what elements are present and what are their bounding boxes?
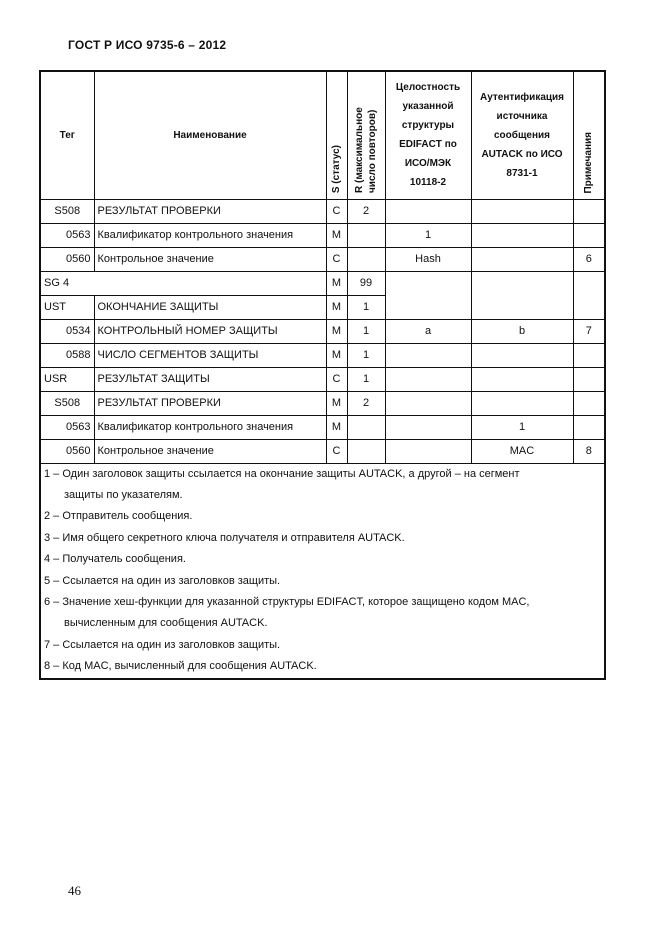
cell-note [573, 391, 605, 415]
table-row [40, 271, 605, 295]
footnote-text: 4 – Получатель сообщения. [44, 553, 186, 566]
page-number: 46 [68, 883, 81, 898]
cell-tag: 0563 [40, 223, 94, 247]
cell-repeat: 2 [347, 391, 385, 415]
header-integrity: Целостность указанной структуры EDIFACT по ИСО/МЭК 10118-2 [385, 71, 471, 199]
table-row [40, 223, 605, 247]
cell-status: M [326, 295, 347, 319]
table-row [40, 367, 605, 391]
cell-repeat [347, 439, 385, 463]
table-row [40, 343, 605, 367]
footnote-text: 6 – Значение хеш-функции для указанной структуры EDIFACT, которое защищено кодом MAC, [44, 595, 530, 608]
cell-note [573, 223, 605, 247]
cell-name [94, 271, 326, 295]
cell-repeat: 1 [347, 367, 385, 391]
table-row [40, 247, 605, 271]
footnote [44, 656, 601, 677]
cell-status: M [326, 391, 347, 415]
cell-auth [471, 199, 573, 223]
cell-integrity [385, 199, 471, 223]
cell-auth [471, 367, 573, 391]
header-row [40, 71, 605, 199]
cell-status: C [326, 367, 347, 391]
data-table [39, 70, 606, 680]
cell-status: C [326, 199, 347, 223]
cell-integrity [385, 415, 471, 439]
cell-note: 7 [573, 319, 605, 343]
cell-tag: 0560 [40, 439, 94, 463]
cell-auth [471, 271, 573, 295]
footnote [44, 635, 601, 656]
cell-integrity [385, 367, 471, 391]
cell-note [573, 367, 605, 391]
cell-repeat: 1 [347, 295, 385, 319]
cell-status: C [326, 247, 347, 271]
cell-note: 6 [573, 247, 605, 271]
footnote-text: 3 – Имя общего секретного ключа получателя и отправителя AUTACK. [44, 531, 405, 544]
footnote-text-continued: защиты по указателям. [64, 488, 183, 501]
cell-status: M [326, 319, 347, 343]
header-repeat [347, 71, 385, 199]
footnote-text: 5 – Ссылается на один из заголовков защиты. [44, 574, 281, 587]
cell-name: ЧИСЛО СЕГМЕНТОВ ЗАЩИТЫ [94, 343, 326, 367]
footnote-text: 8 – Код MAC, вычисленный для сообщения AUTACK. [44, 660, 317, 673]
cell-note [573, 199, 605, 223]
footnote [44, 464, 601, 507]
cell-auth: b [471, 319, 573, 343]
cell-repeat: 2 [347, 199, 385, 223]
cell-name: КОНТРОЛЬНЫЙ НОМЕР ЗАЩИТЫ [94, 319, 326, 343]
cell-tag: 0534 [40, 319, 94, 343]
cell-status: C [326, 439, 347, 463]
cell-tag: 0588 [40, 343, 94, 367]
cell-integrity [385, 391, 471, 415]
cell-name: Квалификатор контрольного значения [94, 415, 326, 439]
cell-auth [471, 343, 573, 367]
cell-tag: SG 4 [40, 271, 94, 295]
table-row [40, 295, 605, 319]
cell-repeat [347, 415, 385, 439]
cell-status: M [326, 223, 347, 247]
footnote [44, 528, 601, 549]
cell-note [573, 295, 605, 319]
cell-repeat: 99 [347, 271, 385, 295]
document-title: ГОСТ Р ИСО 9735-6 – 2012 [68, 38, 227, 52]
cell-auth: MAC [471, 439, 573, 463]
header-auth: Аутентификация источника сообщения AUTACK по ИСО 8731-1 [471, 71, 573, 199]
footnotes [40, 463, 605, 679]
cell-status: M [326, 343, 347, 367]
cell-auth [471, 295, 573, 319]
footnote [44, 549, 601, 570]
cell-name: РЕЗУЛЬТАТ ПРОВЕРКИ [94, 199, 326, 223]
cell-auth [471, 223, 573, 247]
footnote [44, 592, 601, 635]
header-status [326, 71, 347, 199]
footnotes-row [40, 463, 605, 679]
cell-name: РЕЗУЛЬТАТ ПРОВЕРКИ [94, 391, 326, 415]
cell-tag: S508 [40, 199, 94, 223]
cell-repeat: 1 [347, 319, 385, 343]
footnote-text: 2 – Отправитель сообщения. [44, 510, 193, 523]
cell-tag: 0563 [40, 415, 94, 439]
header-tag: Тег [40, 71, 94, 199]
cell-integrity: Hash [385, 247, 471, 271]
cell-auth [471, 247, 573, 271]
cell-auth: 1 [471, 415, 573, 439]
header-notes-label: Примечания [583, 131, 595, 194]
header-status-label: S (статус) [331, 145, 342, 194]
cell-name: Контрольное значение [94, 439, 326, 463]
cell-name: ОКОНЧАНИЕ ЗАЩИТЫ [94, 295, 326, 319]
cell-integrity [385, 295, 471, 319]
footnote-text: 1 – Один заголовок защиты ссылается на окончание защиты AUTACK, а другой – на сегмент [44, 467, 520, 480]
footnote-text-continued: вычисленным для сообщения AUTACK. [64, 617, 268, 630]
cell-name: РЕЗУЛЬТАТ ЗАЩИТЫ [94, 367, 326, 391]
cell-integrity [385, 439, 471, 463]
cell-tag: USR [40, 367, 94, 391]
header-notes [573, 71, 605, 199]
table-row [40, 415, 605, 439]
cell-note: 8 [573, 439, 605, 463]
cell-tag: 0560 [40, 247, 94, 271]
cell-integrity: 1 [385, 223, 471, 247]
footnote [44, 506, 601, 527]
cell-status: M [326, 271, 347, 295]
header-name: Наименование [94, 71, 326, 199]
cell-integrity [385, 271, 471, 295]
cell-note [573, 415, 605, 439]
table-row [40, 319, 605, 343]
header-repeat-label: R (максимальное число повторов) [354, 107, 378, 194]
cell-integrity [385, 343, 471, 367]
cell-repeat [347, 223, 385, 247]
cell-auth [471, 391, 573, 415]
cell-name: Квалификатор контрольного значения [94, 223, 326, 247]
cell-repeat: 1 [347, 343, 385, 367]
footnote [44, 571, 601, 592]
cell-note [573, 343, 605, 367]
cell-integrity: a [385, 319, 471, 343]
cell-status: M [326, 415, 347, 439]
table-row [40, 199, 605, 223]
table-row [40, 439, 605, 463]
footnote-text: 7 – Ссылается на один из заголовков защиты. [44, 638, 281, 651]
cell-tag: UST [40, 295, 94, 319]
cell-repeat [347, 247, 385, 271]
cell-name: Контрольное значение [94, 247, 326, 271]
cell-tag: S508 [40, 391, 94, 415]
table-row [40, 391, 605, 415]
cell-note [573, 271, 605, 295]
